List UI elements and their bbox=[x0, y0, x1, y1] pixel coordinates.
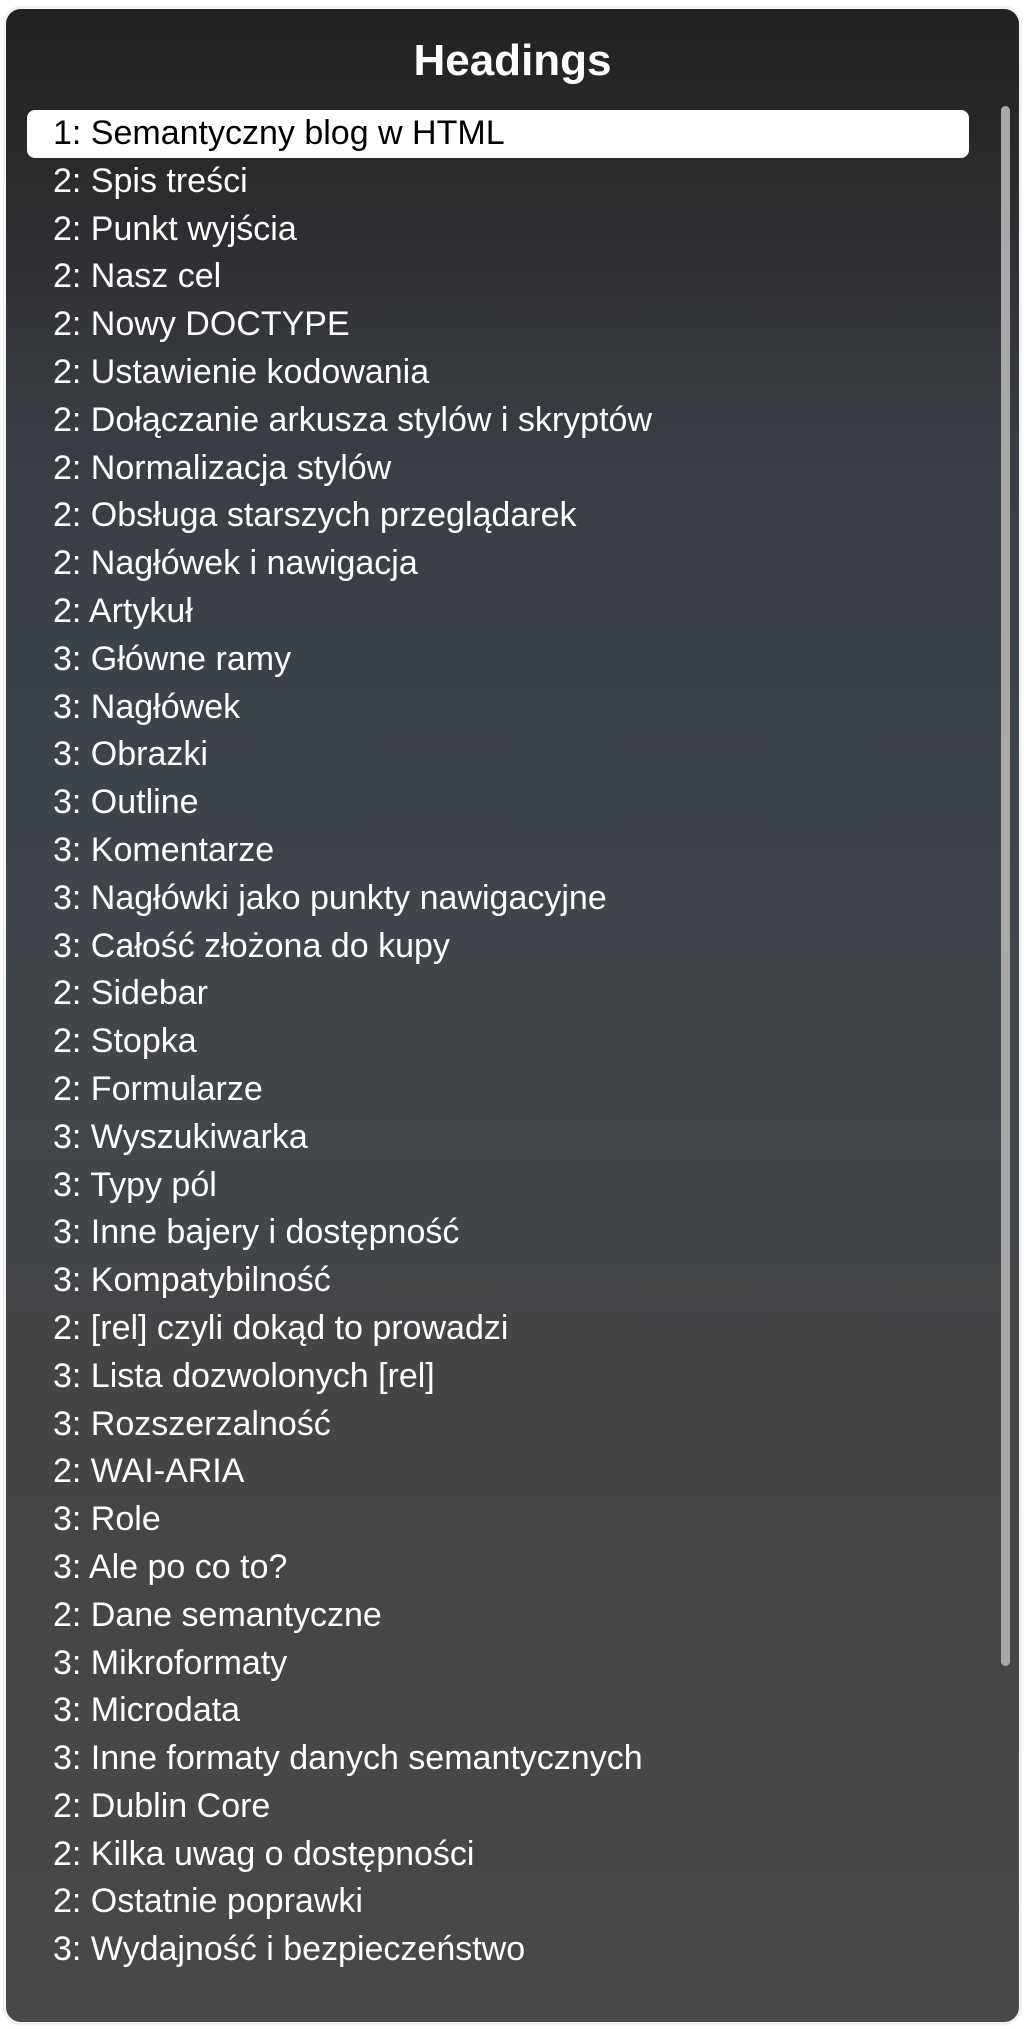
panel-title: Headings bbox=[413, 36, 612, 85]
heading-item[interactable]: 2: Artykuł bbox=[53, 591, 193, 630]
heading-item[interactable]: 3: Ale po co to? bbox=[53, 1547, 288, 1586]
heading-item[interactable]: 3: Wydajność i bezpieczeństwo bbox=[53, 1930, 526, 1969]
heading-item[interactable]: 2: Ostatnie poprawki bbox=[53, 1882, 363, 1921]
heading-item[interactable]: 3: Inne formaty danych semantycznych bbox=[53, 1739, 643, 1778]
heading-item[interactable]: 3: Lista dozwolonych [rel] bbox=[53, 1356, 435, 1395]
heading-item[interactable]: 2: Formularze bbox=[53, 1069, 263, 1108]
scrollbar[interactable] bbox=[1001, 106, 1010, 1666]
heading-item[interactable]: 2: Nasz cel bbox=[53, 257, 222, 296]
heading-item[interactable]: 2: Stopka bbox=[53, 1022, 197, 1061]
heading-item[interactable]: 2: Spis treści bbox=[53, 161, 248, 200]
heading-item[interactable]: 2: Sidebar bbox=[53, 974, 208, 1013]
heading-item[interactable]: 2: Ustawienie kodowania bbox=[53, 352, 430, 391]
heading-item[interactable]: 2: Kilka uwag o dostępności bbox=[53, 1834, 475, 1873]
heading-item[interactable]: 2: Normalizacja stylów bbox=[53, 448, 392, 487]
heading-item[interactable]: 1: Semantyczny blog w HTML bbox=[27, 110, 969, 158]
heading-item[interactable]: 2: Dublin Core bbox=[53, 1786, 271, 1825]
heading-item[interactable]: 3: Kompatybilność bbox=[53, 1261, 331, 1300]
heading-item[interactable]: 3: Outline bbox=[53, 783, 199, 822]
heading-item[interactable]: 3: Komentarze bbox=[53, 830, 275, 869]
headings-list[interactable] bbox=[27, 110, 969, 2008]
heading-item[interactable]: 3: Rozszerzalność bbox=[53, 1404, 331, 1443]
heading-item[interactable]: 3: Obrazki bbox=[53, 735, 208, 774]
headings-rotor-panel bbox=[3, 6, 1022, 2025]
heading-item[interactable]: 2: [rel] czyli dokąd to prowadzi bbox=[53, 1308, 509, 1347]
heading-item[interactable]: 3: Microdata bbox=[53, 1691, 241, 1730]
heading-item[interactable]: 2: Nagłówek i nawigacja bbox=[53, 544, 418, 583]
heading-item[interactable]: 2: Nowy DOCTYPE bbox=[53, 305, 350, 344]
heading-item[interactable]: 2: WAI-ARIA bbox=[53, 1452, 245, 1491]
heading-item[interactable]: 3: Całość złożona do kupy bbox=[53, 926, 450, 965]
heading-item[interactable]: 3: Role bbox=[53, 1500, 161, 1539]
heading-item[interactable]: 3: Nagłówek bbox=[53, 687, 241, 726]
heading-item[interactable]: 2: Obsługa starszych przeglądarek bbox=[53, 496, 577, 535]
heading-item[interactable]: 3: Mikroformaty bbox=[53, 1643, 288, 1682]
heading-item[interactable]: 3: Typy pól bbox=[53, 1165, 217, 1204]
heading-item[interactable]: 2: Dane semantyczne bbox=[53, 1595, 382, 1634]
heading-item[interactable]: 2: Dołączanie arkusza stylów i skryptów bbox=[53, 400, 653, 439]
heading-item[interactable]: 3: Wyszukiwarka bbox=[53, 1117, 308, 1156]
heading-item[interactable]: 3: Nagłówki jako punkty nawigacyjne bbox=[53, 878, 607, 917]
heading-item[interactable]: 3: Inne bajery i dostępność bbox=[53, 1213, 460, 1252]
heading-item[interactable]: 3: Główne ramy bbox=[53, 639, 292, 678]
heading-item[interactable]: 2: Punkt wyjścia bbox=[53, 209, 297, 248]
